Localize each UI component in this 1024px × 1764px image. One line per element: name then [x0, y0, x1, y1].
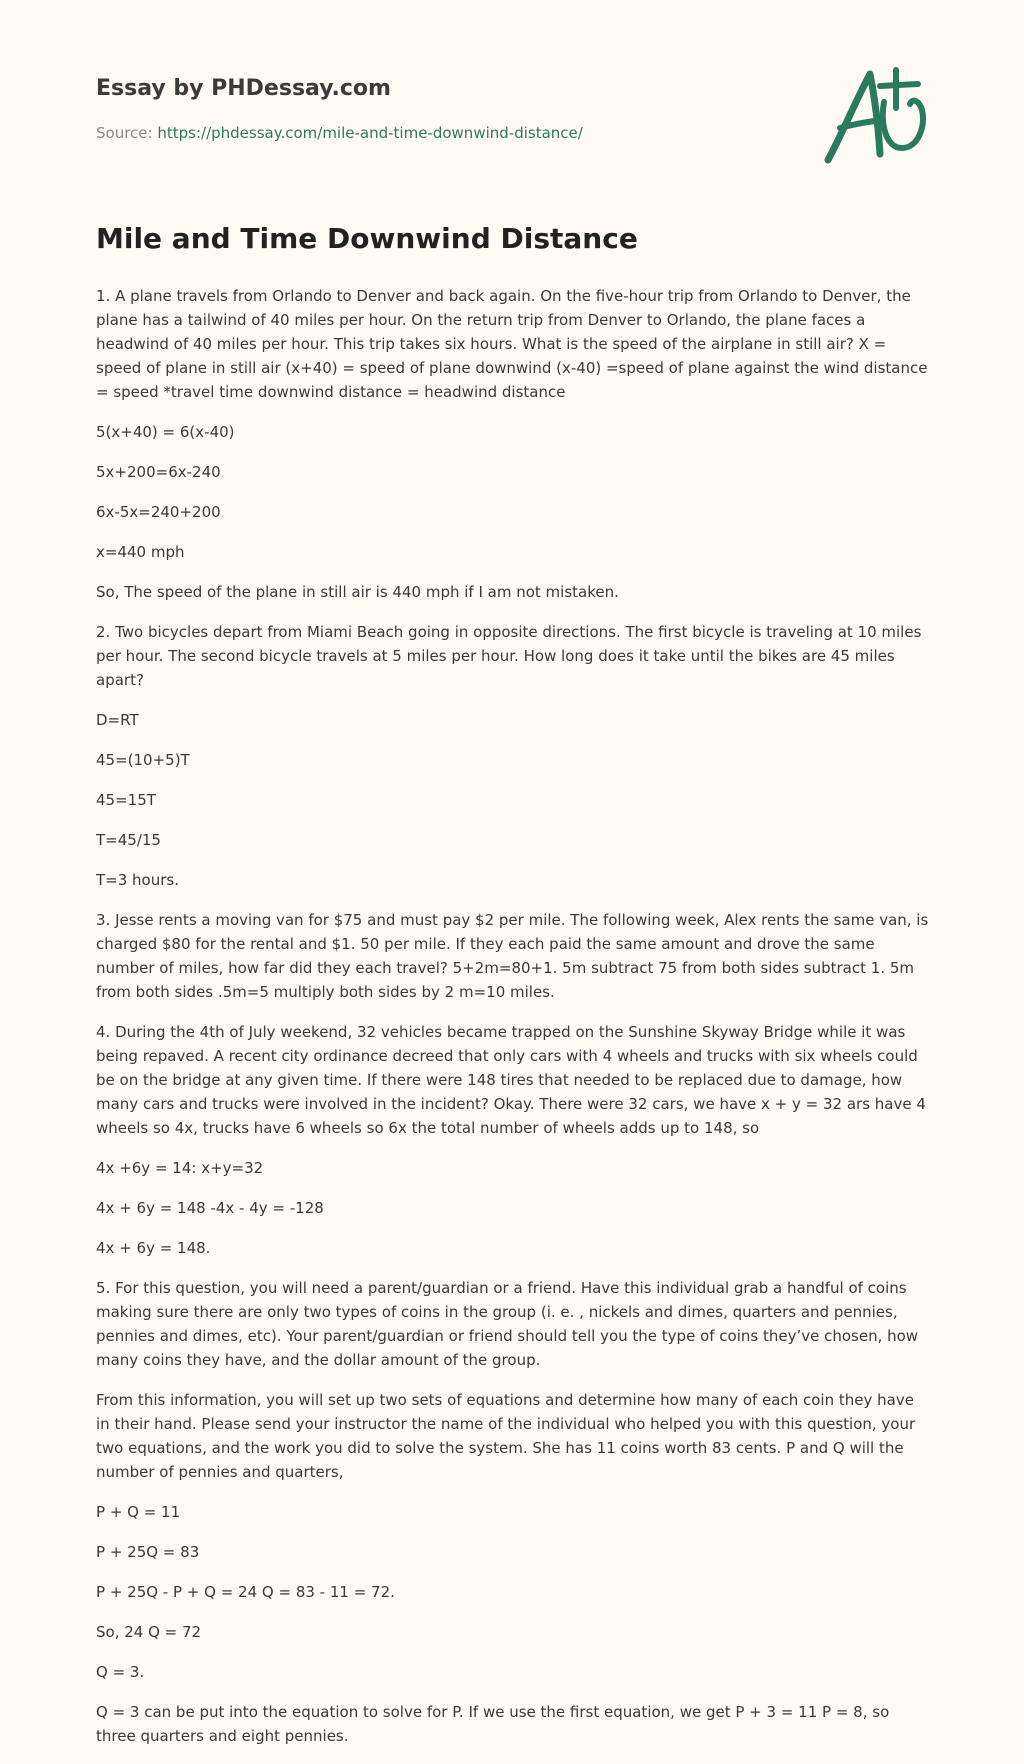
- paragraph: 45=(10+5)T: [96, 751, 190, 769]
- paragraph: 4x +6y = 14: x+y=32: [96, 1159, 264, 1177]
- a-plus-logo-icon: [822, 64, 932, 170]
- paragraph: 45=15T: [96, 791, 156, 809]
- paragraph: D=RT: [96, 711, 139, 729]
- paragraph: T=3 hours.: [96, 871, 179, 889]
- source-line: [96, 124, 583, 142]
- paragraph: 5. For this question, you will need a parent/guardian or a friend. Have this individual grab a handful of coins making sure there are only two types of coins in the group (i. e. , nickels and dimes, quarters and pennies, pennies and dimes, etc). Your parent/guardian or friend should tell you the type of coins they’ve chosen, how many coins they have, and the dollar amount of the group.: [96, 1279, 919, 1369]
- source-label: Source:: [96, 124, 153, 142]
- article-body: [96, 284, 932, 1764]
- paragraph: P + Q = 11: [96, 1503, 181, 1521]
- paragraph: P + 25Q = 83: [96, 1543, 200, 1561]
- paragraph: x=440 mph: [96, 543, 185, 561]
- paragraph: T=45/15: [96, 831, 161, 849]
- source-link[interactable]: https://phdessay.com/mile-and-time-downwind-distance/: [157, 124, 583, 142]
- paragraph: P + 25Q - P + Q = 24 Q = 83 - 11 = 72.: [96, 1583, 395, 1601]
- paragraph: 6x-5x=240+200: [96, 503, 221, 521]
- document-header: [96, 0, 932, 200]
- paragraph: From this information, you will set up two sets of equations and determine how many of each coin they have in their hand. Please send your instructor the name of the individual who helped you with this question, your two equations, and the work you did to solve the system. She has 11 coins worth 83 cents. P and Q will the number of pennies and quarters,: [96, 1391, 916, 1481]
- document-page: [96, 0, 932, 1745]
- paragraph: 5x+200=6x-240: [96, 463, 221, 481]
- paragraph: Q = 3.: [96, 1663, 145, 1681]
- paragraph: So, 24 Q = 72: [96, 1623, 202, 1641]
- paragraph: 4x + 6y = 148 -4x - 4y = -128: [96, 1199, 324, 1217]
- paragraph: 4x + 6y = 148.: [96, 1239, 211, 1257]
- paragraph: 4. During the 4th of July weekend, 32 vehicles became trapped on the Sunshine Skyway Bridge while it was being repaved. A recent city ordinance decreed that only cars with 4 wheels and trucks with six wheels could be on the bridge at any given time. If there were 148 tires that needed to be replaced due to damage, how many cars and trucks were involved in the incident? Okay. There were 32 cars, we have x + y = 32 ars have 4 wheels so 4x, trucks have 6 wheels so 6x the total number of wheels adds up to 148, so: [96, 1023, 926, 1137]
- paragraph: Q = 3 can be put into the equation to solve for P. If we use the first equation, we get P + 3 = 11 P = 8, so three quarters and eight pennies.: [96, 1703, 890, 1745]
- paragraph: 5(x+40) = 6(x-40): [96, 423, 235, 441]
- paragraph: 2. Two bicycles depart from Miami Beach going in opposite directions. The first bicycle is traveling at 10 miles per hour. The second bicycle travels at 5 miles per hour. How long does it take until the bikes are 45 miles apart?: [96, 623, 922, 689]
- article-title: Mile and Time Downwind Distance: [96, 222, 638, 255]
- site-title: Essay by PHDessay.com: [96, 76, 391, 101]
- paragraph: 3. Jesse rents a moving van for $75 and must pay $2 per mile. The following week, Alex rents the same van, is charged $80 for the rental and $1. 50 per mile. If they each paid the same amount and drove the same number of miles, how far did they each travel? 5+2m=80+1. 5m subtract 75 from both sides subtract 1. 5m from both sides .5m=5 multiply both sides by 2 m=10 miles.: [96, 911, 929, 1001]
- paragraph: 1. A plane travels from Orlando to Denver and back again. On the five-hour trip from Orlando to Denver, the plane has a tailwind of 40 miles per hour. On the return trip from Denver to Orlando, the plane faces a headwind of 40 miles per hour. This trip takes six hours. What is the speed of the airplane in still air? X = speed of plane in still air (x+40) = speed of plane downwind (x-40) =speed of plane against the wind distance = speed *travel time downwind distance = headwind distance: [96, 287, 928, 401]
- paragraph: So, The speed of the plane in still air is 440 mph if I am not mistaken.: [96, 583, 619, 601]
